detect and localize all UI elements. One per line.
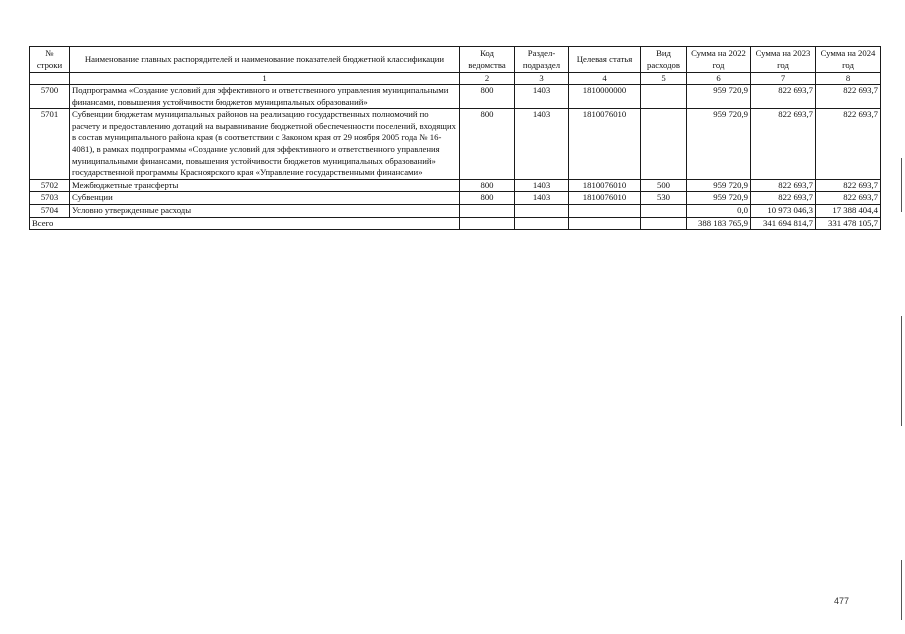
row-sum-2024: 17 388 404,4 xyxy=(816,204,881,217)
row-dept-code: 800 xyxy=(460,179,515,192)
column-number: 4 xyxy=(569,73,641,85)
header-expense-type: Вид расходов xyxy=(641,47,687,73)
row-number: 5704 xyxy=(30,204,70,217)
table-row xyxy=(30,179,881,192)
header-name: Наименование главных распорядителей и наименование показателей бюджетной классификации xyxy=(70,47,460,73)
scan-edge-line xyxy=(901,316,902,426)
row-expense-type xyxy=(641,204,687,217)
row-sum-2023: 822 693,7 xyxy=(751,85,816,109)
scan-edge-line xyxy=(901,158,902,212)
row-section: 1403 xyxy=(515,192,569,205)
header-sum-2023: Сумма на 2023 год xyxy=(751,47,816,73)
row-section: 1403 xyxy=(515,109,569,180)
total-empty-cell xyxy=(515,217,569,230)
row-expense-type xyxy=(641,109,687,180)
row-name: Субвенции xyxy=(70,192,460,205)
row-number: 5700 xyxy=(30,85,70,109)
row-name: Условно утвержденные расходы xyxy=(70,204,460,217)
table-row xyxy=(30,192,881,205)
row-expense-type xyxy=(641,85,687,109)
column-number: 8 xyxy=(816,73,881,85)
total-empty-cell xyxy=(460,217,515,230)
row-sum-2023: 822 693,7 xyxy=(751,109,816,180)
total-sum-2024: 331 478 105,7 xyxy=(816,217,881,230)
column-numbers-row xyxy=(30,73,881,85)
row-section xyxy=(515,204,569,217)
row-expense-type: 500 xyxy=(641,179,687,192)
row-sum-2022: 0,0 xyxy=(687,204,751,217)
row-target-article: 1810076010 xyxy=(569,179,641,192)
row-sum-2022: 959 720,9 xyxy=(687,109,751,180)
row-dept-code: 800 xyxy=(460,85,515,109)
table-row xyxy=(30,109,881,180)
row-sum-2023: 822 693,7 xyxy=(751,192,816,205)
column-number xyxy=(30,73,70,85)
header-sum-2022: Сумма на 2022 год xyxy=(687,47,751,73)
total-sum-2023: 341 694 814,7 xyxy=(751,217,816,230)
table-header-row xyxy=(30,47,881,73)
total-empty-cell xyxy=(569,217,641,230)
row-dept-code: 800 xyxy=(460,109,515,180)
row-sum-2022: 959 720,9 xyxy=(687,192,751,205)
row-sum-2024: 822 693,7 xyxy=(816,179,881,192)
row-dept-code xyxy=(460,204,515,217)
row-number: 5702 xyxy=(30,179,70,192)
column-number: 6 xyxy=(687,73,751,85)
row-sum-2023: 822 693,7 xyxy=(751,179,816,192)
row-sum-2024: 822 693,7 xyxy=(816,109,881,180)
total-empty-cell xyxy=(641,217,687,230)
row-dept-code: 800 xyxy=(460,192,515,205)
column-number: 3 xyxy=(515,73,569,85)
header-target-article: Целевая статья xyxy=(569,47,641,73)
row-name: Подпрограмма «Создание условий для эффективного и ответственного управления муниципальными финансами, повышения устойчивости бюджетов муниципальных образований» xyxy=(70,85,460,109)
row-sum-2023: 10 973 046,3 xyxy=(751,204,816,217)
column-number: 2 xyxy=(460,73,515,85)
total-label: Всего xyxy=(30,217,460,230)
column-number: 1 xyxy=(70,73,460,85)
row-target-article: 1810000000 xyxy=(569,85,641,109)
page-number: 477 xyxy=(834,596,850,606)
row-target-article: 1810076010 xyxy=(569,192,641,205)
table-row xyxy=(30,204,881,217)
header-sum-2024: Сумма на 2024 год xyxy=(816,47,881,73)
row-number: 5701 xyxy=(30,109,70,180)
column-number: 7 xyxy=(751,73,816,85)
total-row xyxy=(30,217,881,230)
row-sum-2024: 822 693,7 xyxy=(816,85,881,109)
row-sum-2022: 959 720,9 xyxy=(687,85,751,109)
table-row xyxy=(30,85,881,109)
header-dept-code: Код ведомства xyxy=(460,47,515,73)
row-sum-2024: 822 693,7 xyxy=(816,192,881,205)
row-number: 5703 xyxy=(30,192,70,205)
row-expense-type: 530 xyxy=(641,192,687,205)
total-sum-2022: 388 183 765,9 xyxy=(687,217,751,230)
row-sum-2022: 959 720,9 xyxy=(687,179,751,192)
scan-edge-line xyxy=(901,560,902,620)
row-target-article xyxy=(569,204,641,217)
row-section: 1403 xyxy=(515,85,569,109)
row-name: Межбюджетные трансферты xyxy=(70,179,460,192)
header-section: Раздел-подраздел xyxy=(515,47,569,73)
budget-table xyxy=(29,46,881,230)
row-target-article: 1810076010 xyxy=(569,109,641,180)
header-row-number: № строки xyxy=(30,47,70,73)
column-number: 5 xyxy=(641,73,687,85)
row-name: Субвенции бюджетам муниципальных районов на реализацию государственных полномочий по расчету и предоставлению дотаций на выравнивание бюджетной обеспеченности поселений, входящих в состав муниципального района края (в соответствии с Законом края от 29 ноября 2005 года № 16-4081), в рамках подпрограммы «Создание условий для эффективного и ответственного управления муниципальными финансами, повышения устойчивости бюджетов муниципальных образований» государственной программы Красноярского края «Управление государственными финансами» xyxy=(70,109,460,180)
row-section: 1403 xyxy=(515,179,569,192)
